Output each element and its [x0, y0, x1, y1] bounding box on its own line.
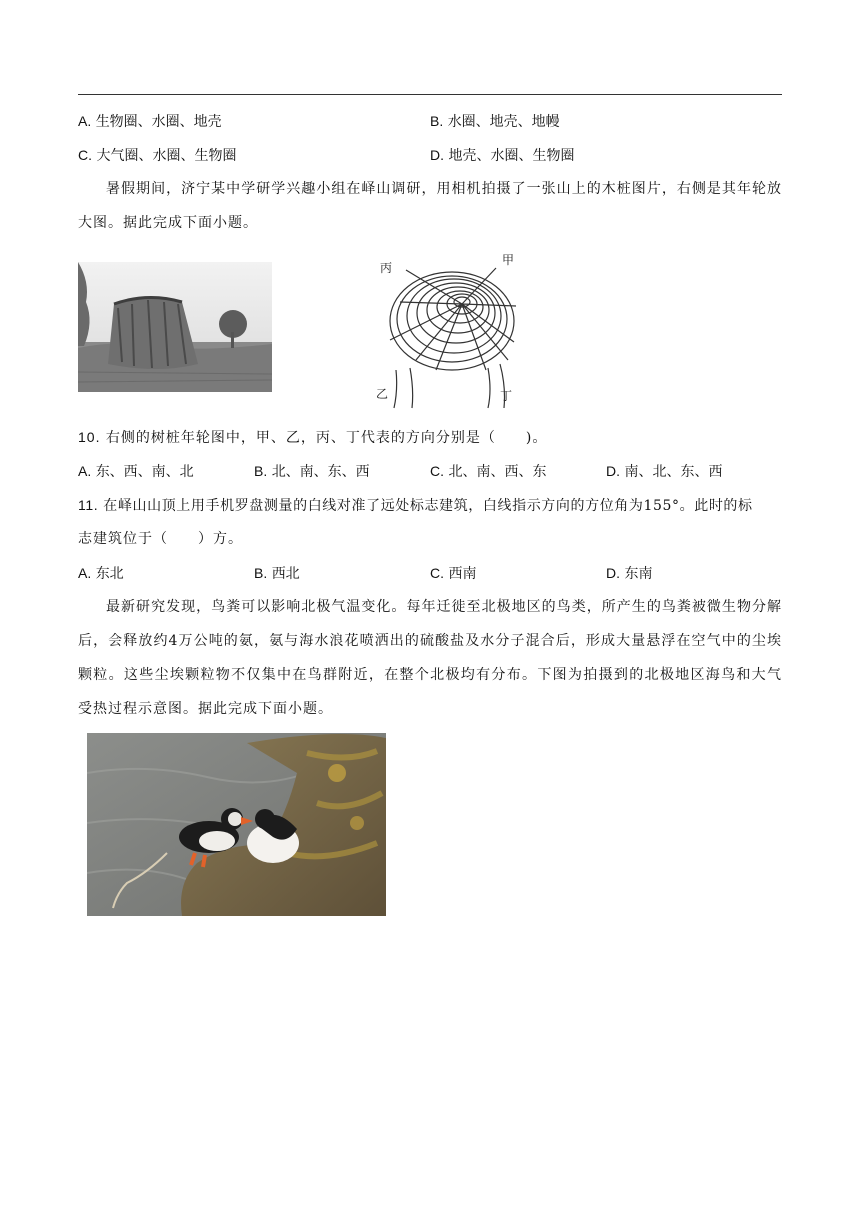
q11-option-d: D. 东南	[606, 565, 653, 582]
q10-stem: 10. 右侧的树桩年轮图中，甲、乙，丙、丁代表的方向分别是（ )。	[78, 429, 548, 446]
option-d: D. 地壳、水圈、生物圈	[430, 147, 575, 164]
stump-photo	[78, 262, 272, 392]
passage-bird-droppings: 最新研究发现，鸟粪可以影响北极气温变化。每年迁徙至北极地区的鸟类，所产生的鸟粪被微生物分解后，会释放约4万公吨的氨，氨与海水浪花喷洒出的硫酸盐及水分子混合后，形成大量悬浮在空气中的尘埃颗粒。这些尘埃颗粒物不仅集中在鸟群附近，在整个北极均有分布。下图为拍摄到的北极地区海鸟和大气受热过程示意图。据此完成下面小题。	[78, 599, 782, 717]
q11-stem: 11. 在峄山山顶上用手机罗盘测量的白线对准了远处标志建筑，白线指示方向的方位角为155°。此时的标	[78, 497, 753, 514]
q10-option-b: B. 北、南、东、西	[254, 463, 370, 480]
label-ding: 丁	[500, 389, 513, 403]
q11-option-a: A. 东北	[78, 565, 124, 582]
tree-ring-diagram	[376, 250, 526, 412]
label-bing: 丙	[380, 261, 393, 275]
option-a: A. 生物圈、水圈、地壳	[78, 113, 222, 130]
option-c: C. 大气圈、水圈、生物圈	[78, 147, 237, 164]
q10-option-c: C. 北、南、西、东	[430, 463, 547, 480]
option-b: B. 水圈、地壳、地幔	[430, 113, 560, 130]
puffin-photo	[87, 733, 386, 916]
label-yi: 乙	[376, 387, 389, 401]
q11-option-c: C. 西南	[430, 565, 477, 582]
q11-stem-cont: 志建筑位于（ ）方。	[78, 531, 243, 547]
q10-option-d: D. 南、北、东、西	[606, 463, 723, 480]
passage-stump: 暑假期间，济宁某中学研学兴趣小组在峄山调研，用相机拍摄了一张山上的木桩图片，右侧是其年轮放大图。据此完成下面小题。	[78, 181, 782, 231]
q10-option-a: A. 东、西、南、北	[78, 463, 194, 480]
label-jia: 甲	[502, 253, 515, 267]
header-rule	[78, 94, 782, 95]
q11-option-b: B. 西北	[254, 565, 300, 582]
